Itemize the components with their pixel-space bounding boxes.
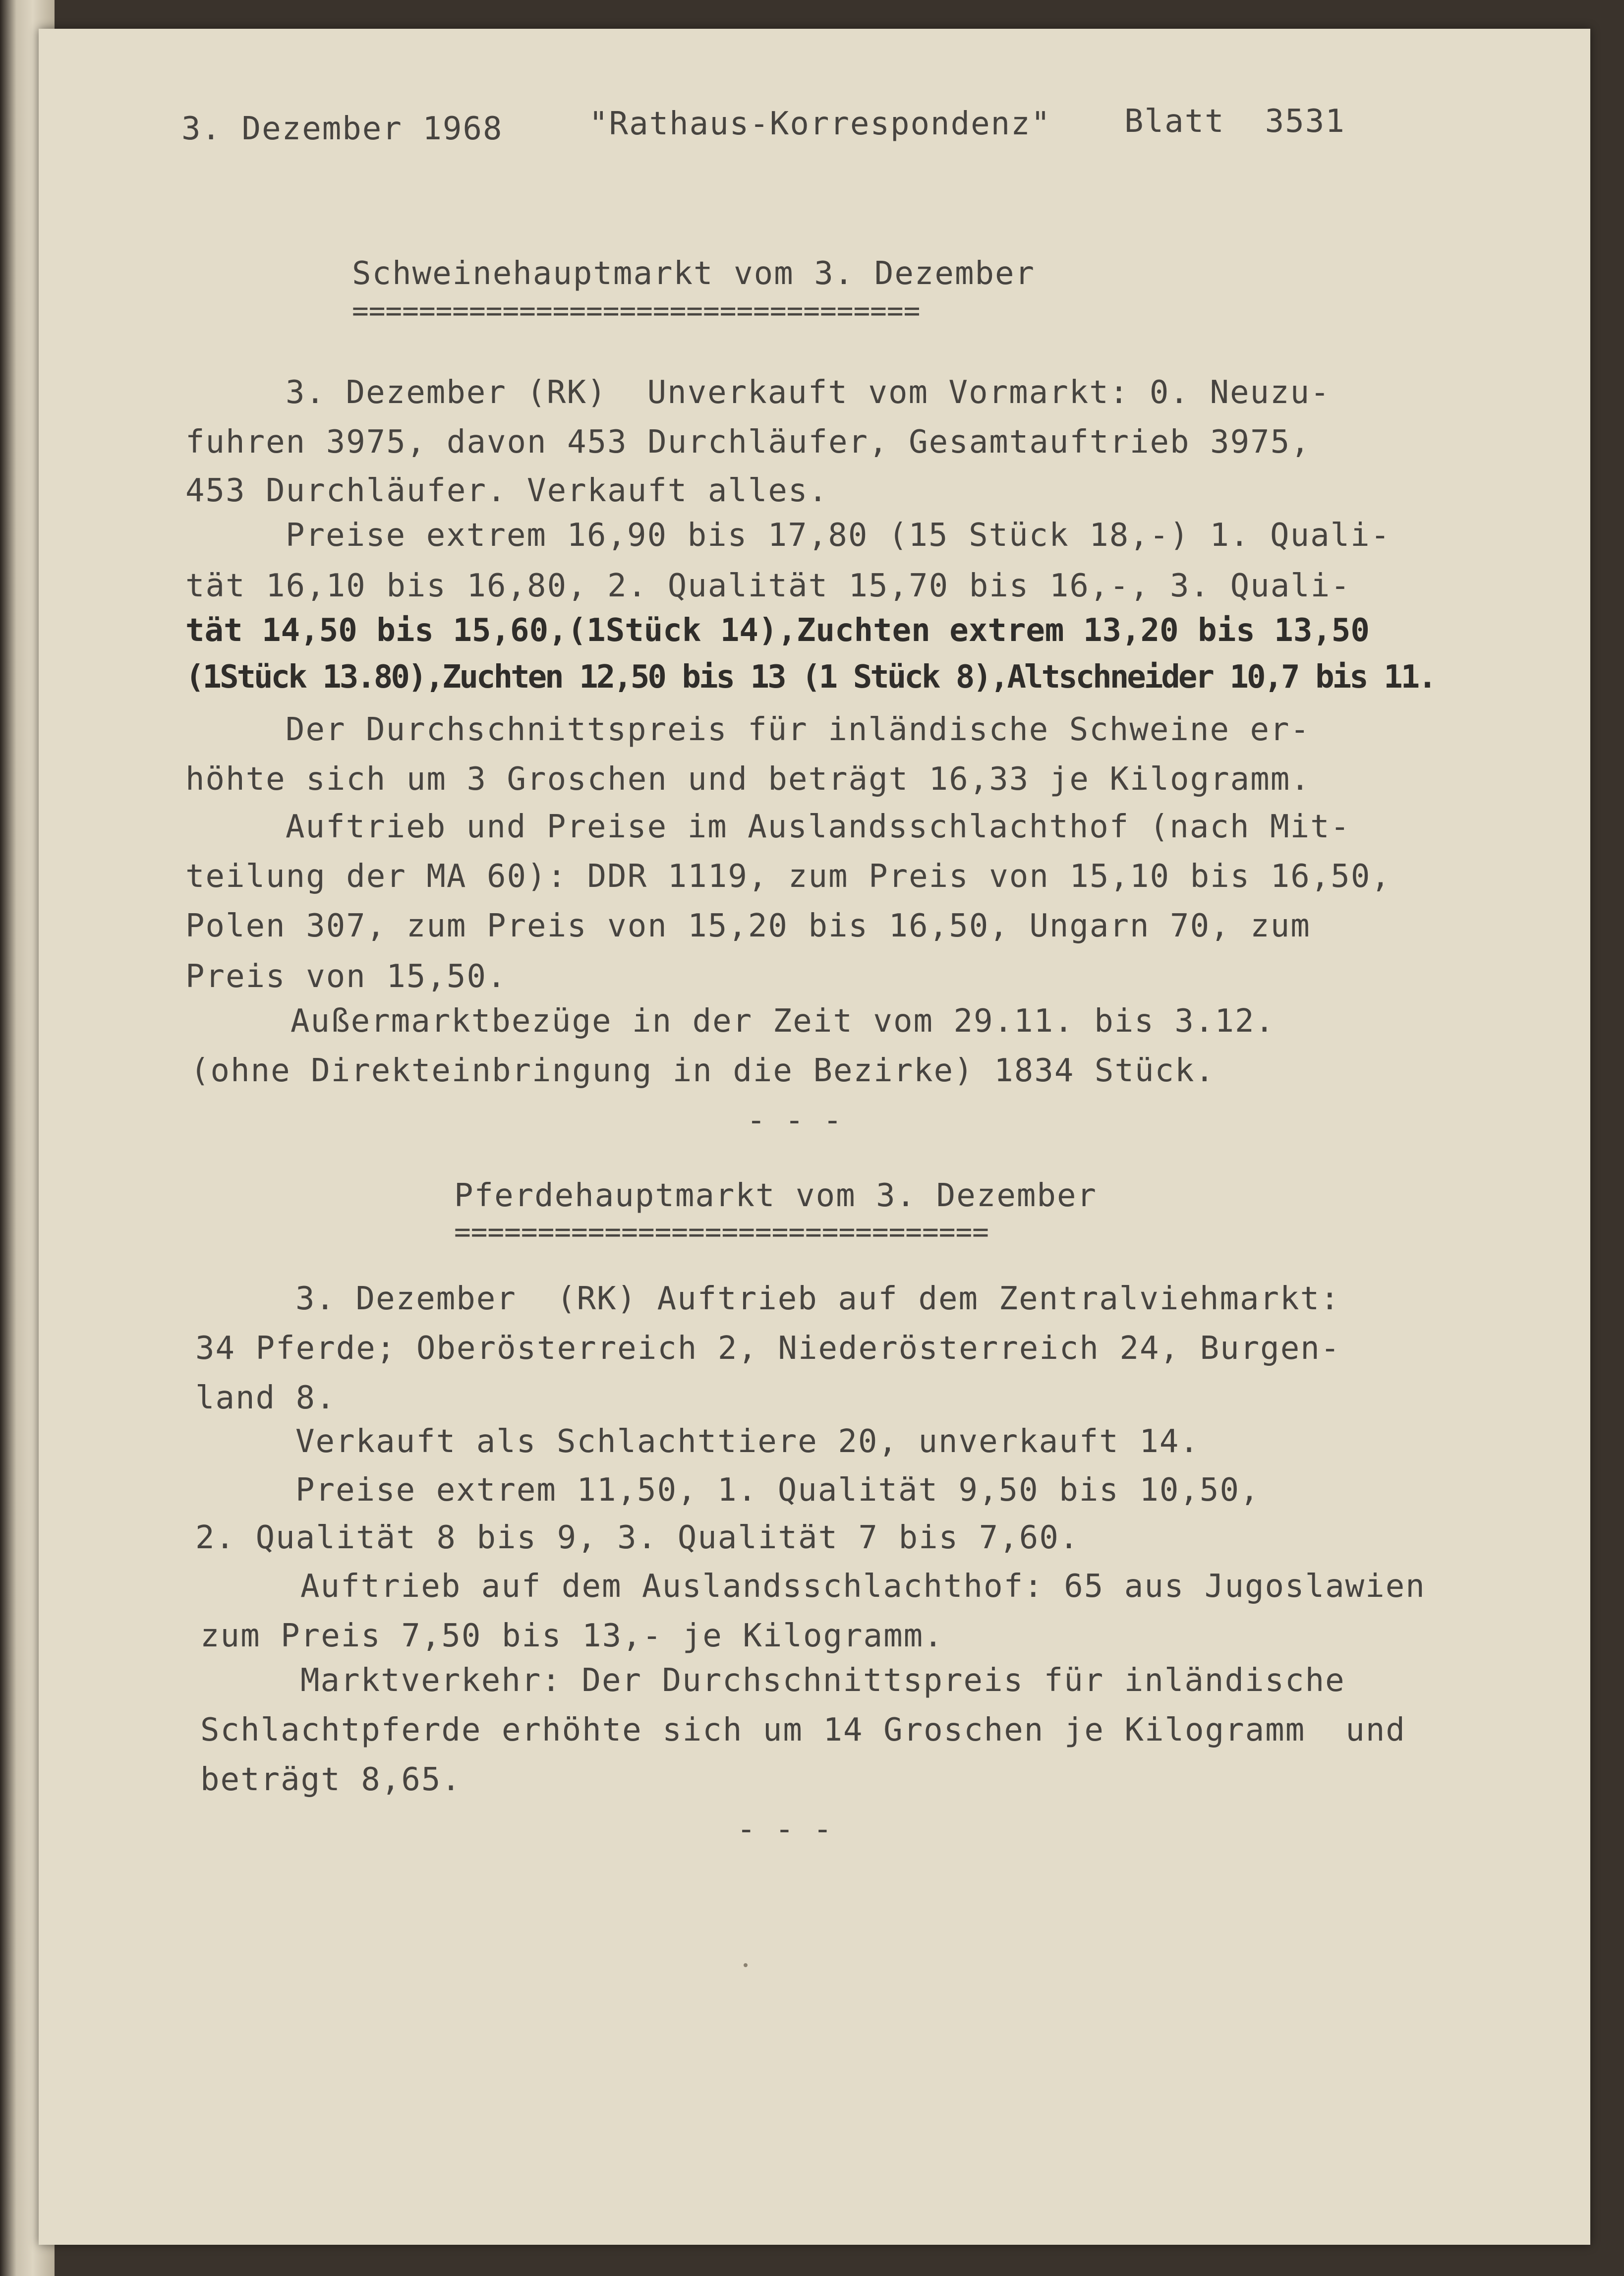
section1-title: Schweinehauptmarkt vom 3. Dezember <box>352 255 1036 292</box>
section1-line-5: tät 16,10 bis 16,80, 2. Qualität 15,70 bis 16,-, 3. Quali- <box>185 568 1351 604</box>
section2-title-underline: ================================ <box>454 1219 989 1246</box>
section2-line-5: Preise extrem 11,50, 1. Qualität 9,50 bis 10,50, <box>295 1472 1260 1509</box>
section1-title-underline: ================================== <box>352 297 921 325</box>
section1-line-11: teilung der MA 60): DDR 1119, zum Preis von 15,10 bis 16,50, <box>185 858 1391 895</box>
section1-line-6: tät 14,50 bis 15,60,(1Stück 14),Zuchten extrem 13,20 bis 13,50 <box>185 612 1370 649</box>
section2-line-2: 34 Pferde; Oberösterreich 2, Niederösterreich 24, Burgen- <box>195 1330 1341 1367</box>
section2-line-4: Verkauft als Schlachttiere 20, unverkauft 14. <box>295 1423 1200 1460</box>
section2-line-10: Schlachtpferde erhöhte sich um 14 Groschen je Kilogramm und <box>200 1712 1406 1749</box>
header-date: 3. Dezember 1968 <box>181 111 503 147</box>
section1-line-13: Preis von 15,50. <box>185 958 507 995</box>
header-sheet: Blatt 3531 <box>1124 103 1345 140</box>
section2-line-8: zum Preis 7,50 bis 13,- je Kilogramm. <box>200 1618 944 1654</box>
document-page <box>39 29 1590 2245</box>
section1-line-12: Polen 307, zum Preis von 15,20 bis 16,50, Ungarn 70, zum <box>185 908 1311 944</box>
header-publication: "Rathaus-Korrespondenz" <box>589 106 1051 142</box>
section1-line-1: 3. Dezember (RK) Unverkauft vom Vormarkt: 0. Neuzu- <box>286 374 1331 411</box>
section1-line-14: Außermarktbezüge in der Zeit vom 29.11. bis 3.12. <box>290 1003 1276 1040</box>
section1-line-15: (ohne Direkteinbringung in die Bezirke) 1834 Stück. <box>190 1052 1216 1089</box>
section2-line-11: beträgt 8,65. <box>200 1761 462 1798</box>
section2-line-1: 3. Dezember (RK) Auftrieb auf dem Zentralviehmarkt: <box>295 1281 1340 1317</box>
section2-separator: - - - <box>737 1811 832 1848</box>
section1-line-9: höhte sich um 3 Groschen und beträgt 16,33 je Kilogramm. <box>185 761 1311 798</box>
section2-line-7: Auftrieb auf dem Auslandsschlachthof: 65 aus Jugoslawien <box>300 1568 1426 1605</box>
paper-speck <box>744 1963 748 1967</box>
section1-line-10: Auftrieb und Preise im Auslandsschlachthof (nach Mit- <box>286 809 1351 845</box>
section2-line-9: Marktverkehr: Der Durchschnittspreis für inländische <box>300 1662 1345 1699</box>
section1-line-3: 453 Durchläufer. Verkauft alles. <box>185 472 828 509</box>
section1-separator: - - - <box>747 1102 842 1139</box>
section2-line-3: land 8. <box>195 1380 336 1416</box>
section1-line-2: fuhren 3975, davon 453 Durchläufer, Gesamtauftrieb 3975, <box>185 424 1311 461</box>
section1-line-7: (1Stück 13.80),Zuchten 12,50 bis 13 (1 Stück 8),Altschneider 10,7 bis 11. <box>185 659 1435 696</box>
section2-line-6: 2. Qualität 8 bis 9, 3. Qualität 7 bis 7,60. <box>195 1519 1080 1556</box>
section2-title: Pferdehauptmarkt vom 3. Dezember <box>454 1177 1097 1214</box>
section1-line-4: Preise extrem 16,90 bis 17,80 (15 Stück 18,-) 1. Quali- <box>286 517 1391 554</box>
section1-line-8: Der Durchschnittspreis für inländische Schweine er- <box>286 711 1311 748</box>
